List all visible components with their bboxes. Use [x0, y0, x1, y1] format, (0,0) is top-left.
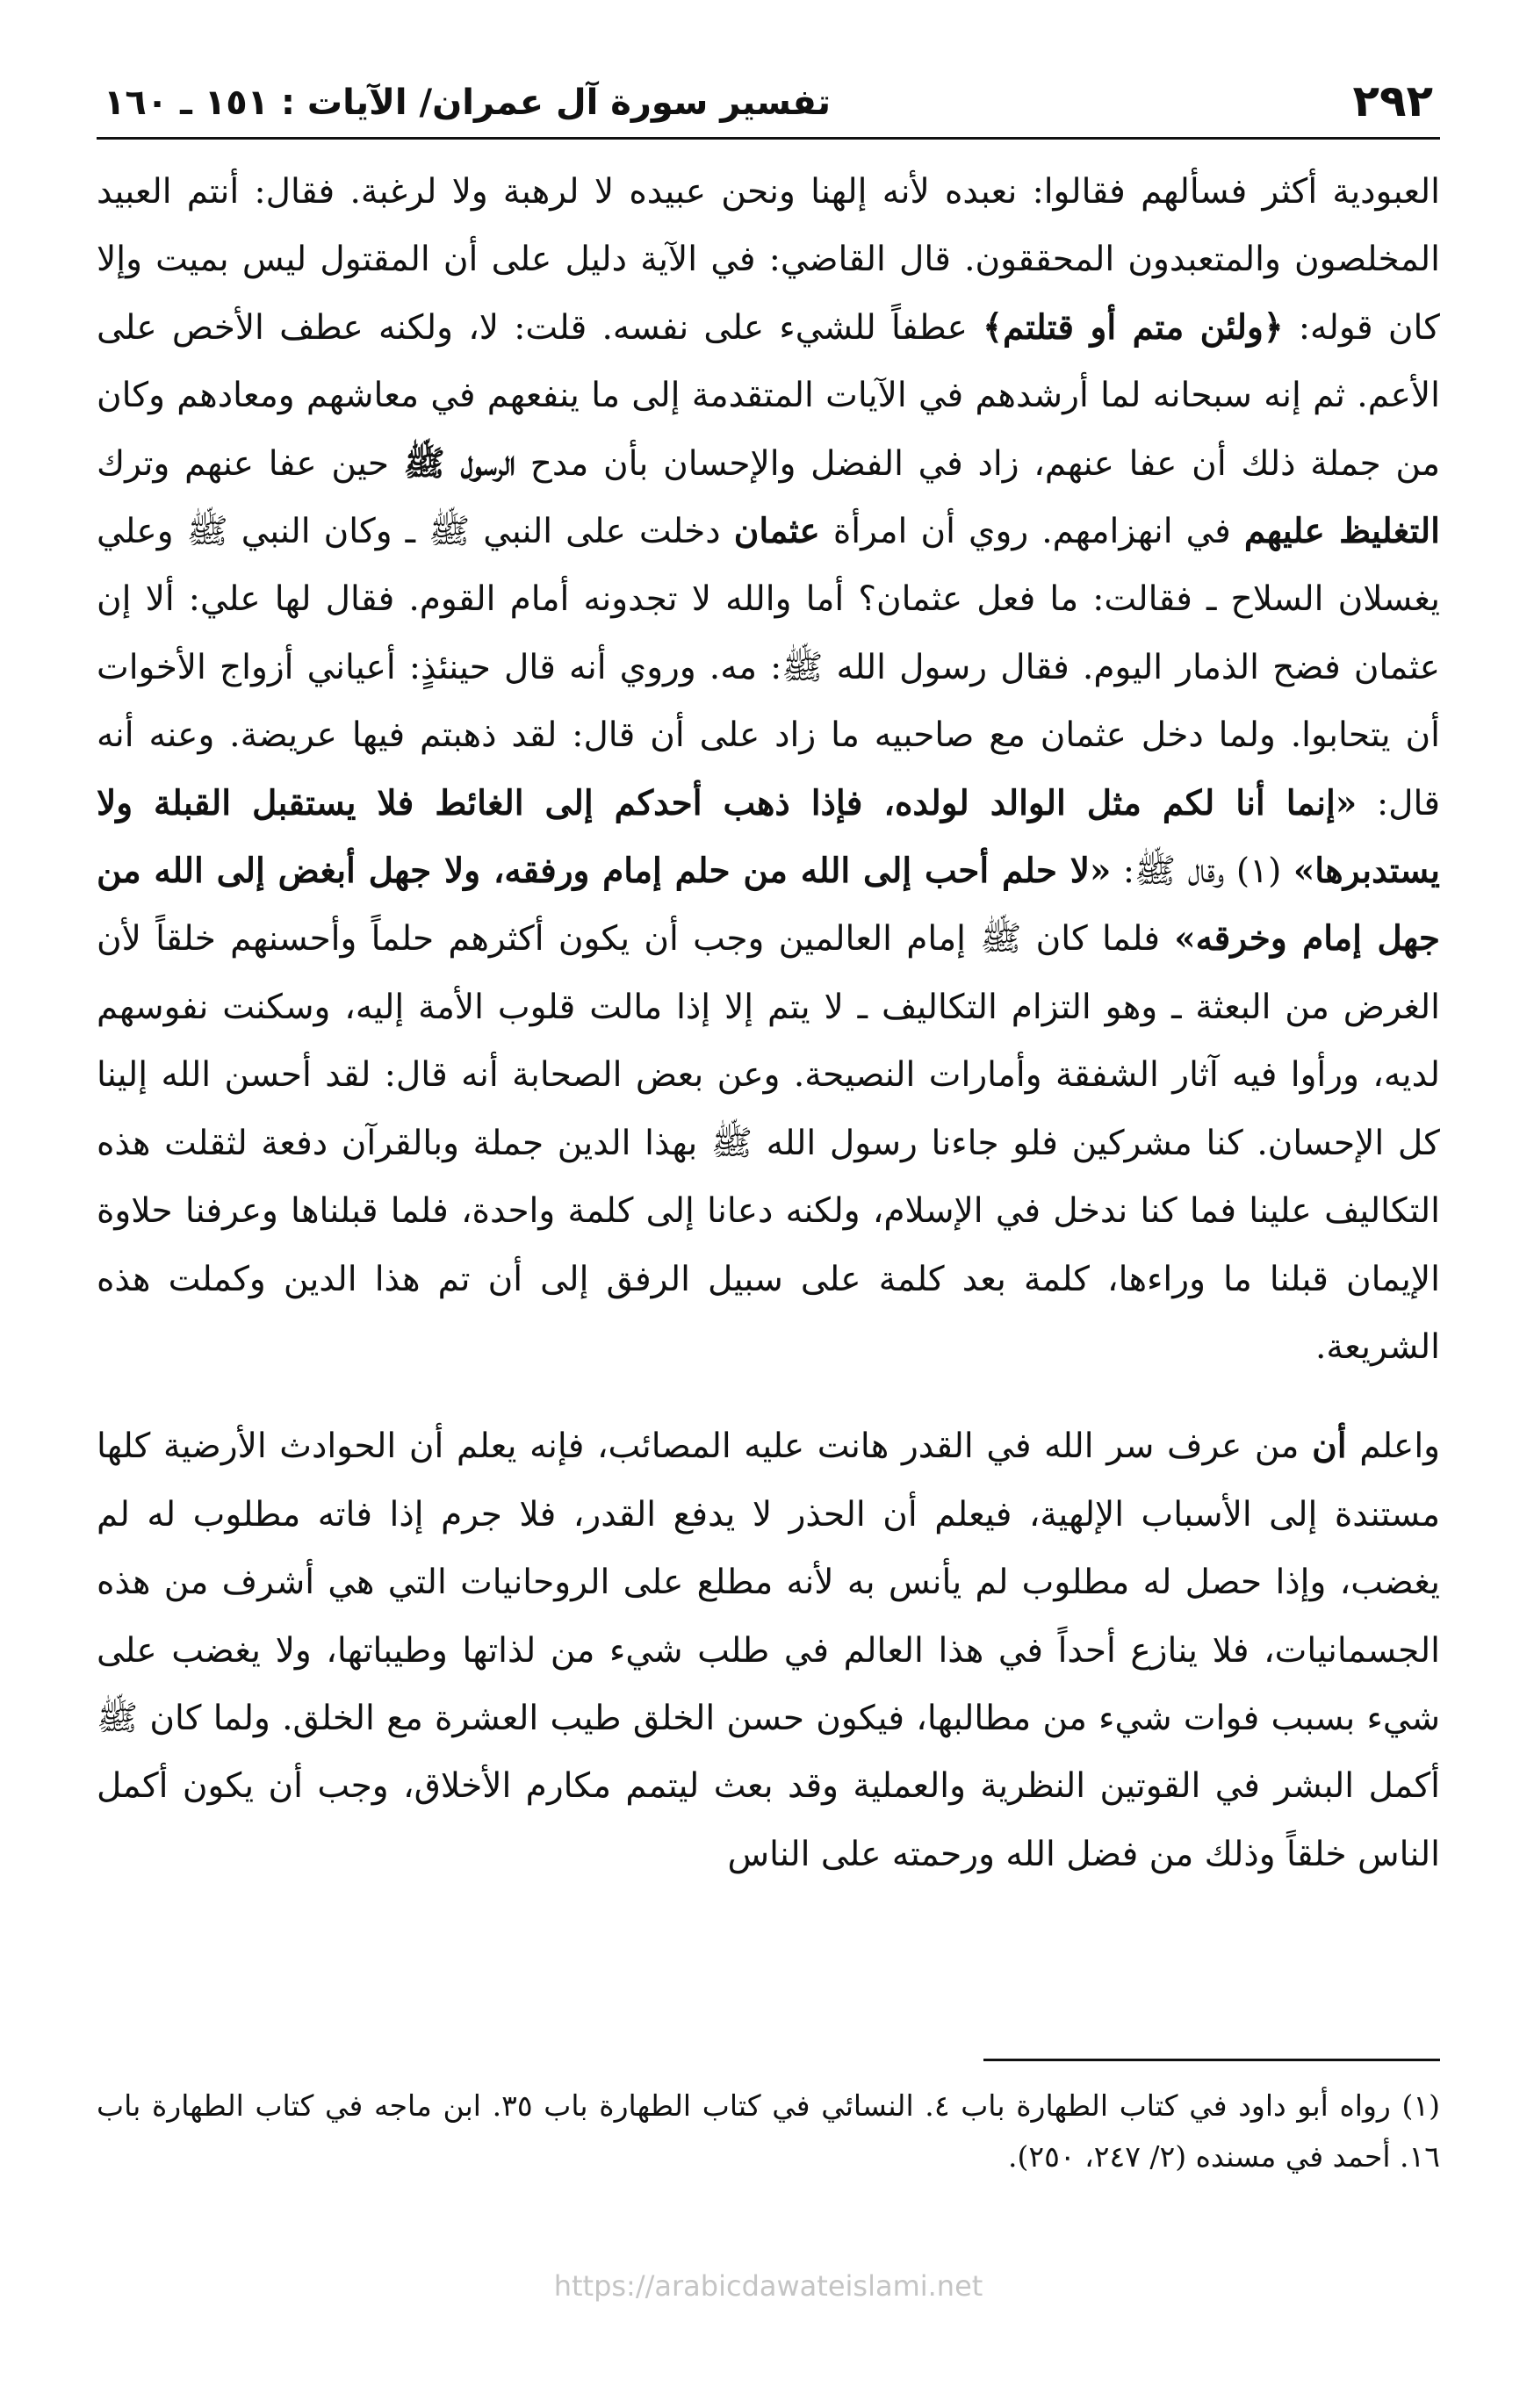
text-run: فلما كان ﷺ إمام العالمين وجب أن يكون أكثرهم حلماً وأحسنهم خلقاً لأن الغرض من البعثة ـ وهو التزام التكاليف ـ لا يتم إلا إذا مالت قلوب الأمة إليه، وسكنت نفوسهم لديه، ورأوا فيه آثار الشفقة وأمارات النصيحة. وعن بعض الصحابة أنه قال: لقد أحسن الله إلينا كل الإحسان. كنا مشركين فلو جاءنا رسول الله ﷺ بهذا الدين جملة وبالقرآن دفعة لثقلت هذه التكاليف علينا فما كنا ندخل في الإسلام، ولكنه دعانا إلى كلمة واحدة، فلما قبلناها وعرفنا حلاوة الإيمان قبلنا ما وراءها، كلمة بعد كلمة على سبيل الرفق إلى أن تم هذا الدين وكملت هذه الشريعة.: [97, 919, 1440, 1367]
footnote: (١) رواه أبو داود في كتاب الطهارة باب ٤. النسائي في كتاب الطهارة باب ٣٥. ابن ماجه في كتاب الطهارة باب ١٦. أحمد في مسنده (٢/ ٢٤٧، ٢٥٠).: [97, 2088, 1441, 2174]
hadith-quote: «إنما أنا لكم مثل الوالد لولده، فإذا ذهب أحدكم إلى الغائط فلا يستقبل القبلة ولا يستدبرها»: [97, 782, 1440, 892]
paragraph-2: [97, 1412, 1440, 1888]
text-run: العبودية أكثر فسألهم فقالوا: نعبده لأنه إلهنا ونحن عبيده لا لرهبة ولا لرغبة. فقال: أنتم العبيد المخلصون والمتعبدون المحققون. قال القاضي: في الآية دليل على أن المقتول ليس بميت وإلا كان قوله:: [97, 172, 1440, 348]
page-body: [97, 158, 1440, 1888]
text-run: حين عفا عنهم وترك: [97, 443, 389, 484]
text-run: في انهزامهم. روي أن امرأة: [832, 512, 1231, 552]
text-run: عطفاً للشيء على نفسه. قلت: لا، ولكنه عطف الأخص على الأعم. ثم إنه سبحانه لما أرشدهم في الآيات المتقدمة إلى ما ينفعهم في معاشهم ومعادهم وكان من جملة ذلك أن عفا عنهم، زاد في الفضل والإحسان بأن مدح: [97, 307, 1440, 484]
paragraph-1: [97, 158, 1440, 1381]
text-run: (١) وقال ﷺ:: [1122, 852, 1282, 892]
page-number: ٢٩٢: [1352, 75, 1433, 126]
bold-run: التغليظ عليهم: [1243, 511, 1440, 552]
text-run: واعلم: [1359, 1427, 1440, 1467]
bold-run: الرسول ﷺ: [403, 442, 515, 484]
text-run: دخلت على النبي ﷺ ـ وكان النبي ﷺ وعلي يغسلان السلاح ـ فقالت: ما فعل عثمان؟ أما والله لا تجدونه أمام القوم. فقال لها علي: ألا إن عثمان فضح الذمار اليوم. فقال رسول الله ﷺ: مه. وروي أنه قال حينئذٍ: أعياني أزواج الأخوات أن يتحابوا. ولما دخل عثمان مع صاحبيه ما زاد على أن قال: لقد ذهبتم فيها عريضة. وعنه أنه قال:: [97, 512, 1440, 823]
text-run: من عرف سر الله في القدر هانت عليه المصائب، فإنه يعلم أن الحوادث الأرضية كلها مستندة إلى الأسباب الإلهية، فيعلم أن الحذر لا يدفع القدر، فلا جرم إذا فاته مطلوب له لم يغضب، وإذا حصل له مطلوب لم يأنس به لأنه مطلع على الروحانيات التي هي أشرف من هذه الجسمانيات، فلا ينازع أحداً في هذا العالم في طلب شيء من لذاتها وطيباتها، ولا يغضب على شيء بسبب فوات شيء من مطالبها، فيكون حسن الخلق طيب العشرة مع الخلق. ولما كان ﷺ أكمل البشر في القوتين النظرية والعملية وقد بعث ليتمم مكارم الأخلاق، وجب أن يكون أكمل الناس خلقاً وذلك من فضل الله ورحمته على الناس: [97, 1427, 1440, 1874]
bold-run: أن: [1312, 1426, 1347, 1467]
bold-run: عثمان: [733, 511, 820, 552]
watermark-url: https://arabicdawateislami.net: [553, 2269, 983, 2303]
hadith-quote: «لا حلم أحب إلى الله من حلم إمام ورفقه، ولا جهل أبغض إلى الله من جهل إمام وخرقه»: [97, 851, 1440, 960]
page-header: [97, 70, 1440, 140]
running-title: تفسير سورة آل عمران/ الآيات : ١٥١ ـ ١٦٠: [104, 83, 831, 123]
book-page: [97, 70, 1440, 2353]
footnote-divider: [983, 2059, 1440, 2061]
quran-quote: ﴿ولئن متم أو قتلتم﴾: [983, 306, 1284, 348]
